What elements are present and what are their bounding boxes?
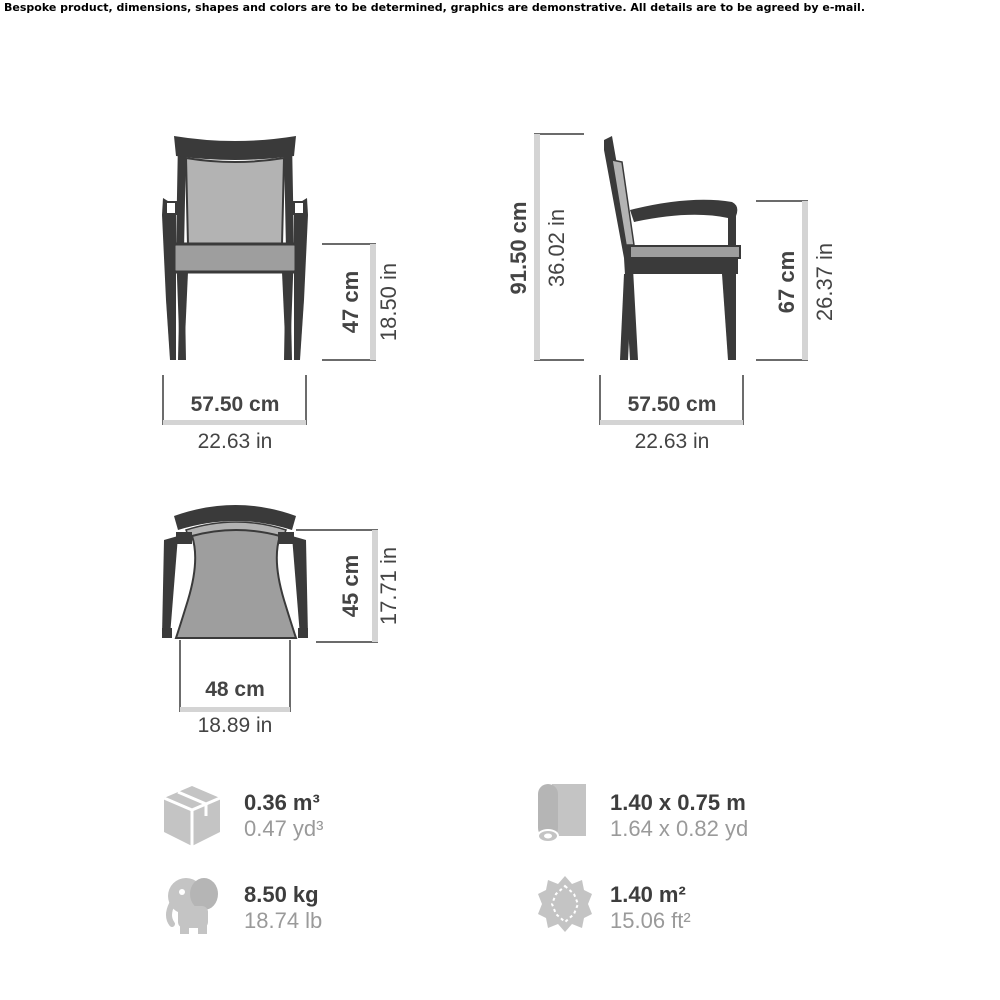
front-seat-height-cm: 47 cm bbox=[338, 270, 363, 334]
weight-primary: 8.50 kg bbox=[244, 882, 319, 907]
side-depth-cm: 57.50 cm bbox=[627, 393, 717, 416]
front-width-dimension bbox=[163, 375, 306, 453]
material-primary: 1.40 x 0.75 m bbox=[610, 790, 746, 815]
area-secondary: 15.06 ft² bbox=[610, 908, 691, 933]
front-seat-height-in: 18.50 in bbox=[376, 262, 401, 342]
top-seat-depth-in: 17.71 in bbox=[376, 546, 401, 626]
front-width-cm: 57.50 cm bbox=[190, 393, 280, 416]
volume-spec bbox=[244, 790, 324, 842]
side-arm-height-dimension bbox=[756, 201, 837, 360]
side-height-cm: 91.50 cm bbox=[506, 201, 531, 295]
hide-leather-icon bbox=[534, 872, 596, 936]
material-secondary: 1.64 x 0.82 yd bbox=[610, 816, 749, 841]
material-spec bbox=[610, 790, 748, 842]
area-spec bbox=[610, 882, 691, 934]
elephant-icon bbox=[160, 872, 222, 936]
side-arm-height-cm: 67 cm bbox=[774, 250, 799, 314]
area-primary: 1.40 m² bbox=[610, 882, 686, 907]
weight-secondary: 18.74 lb bbox=[244, 908, 323, 933]
top-seat-width-cm: 48 cm bbox=[205, 678, 265, 701]
fabric-roll-icon bbox=[534, 780, 590, 846]
front-seat-height-dimension bbox=[322, 244, 401, 360]
volume-secondary: 0.47 yd³ bbox=[244, 816, 324, 841]
top-seat-width-dimension bbox=[180, 640, 290, 737]
front-view-chair bbox=[162, 136, 308, 360]
top-view-chair bbox=[162, 505, 308, 638]
side-view-chair bbox=[604, 136, 740, 360]
top-seat-width-in: 18.89 in bbox=[197, 714, 273, 737]
front-width-in: 22.63 in bbox=[197, 430, 273, 453]
package-box-icon bbox=[160, 782, 224, 850]
weight-spec bbox=[244, 882, 322, 934]
top-seat-depth-dimension bbox=[296, 530, 401, 642]
disclaimer-text: Bespoke product, dimensions, shapes and colors are to be determined, graphics are demonstrative. All details are to be agreed by e-mail. bbox=[4, 1, 866, 14]
side-arm-height-in: 26.37 in bbox=[812, 242, 837, 322]
volume-primary: 0.36 m³ bbox=[244, 790, 320, 815]
side-height-in: 36.02 in bbox=[544, 208, 569, 288]
top-seat-depth-cm: 45 cm bbox=[338, 554, 363, 618]
side-total-height-dimension bbox=[506, 134, 584, 360]
side-depth-in: 22.63 in bbox=[634, 430, 710, 453]
side-depth-dimension bbox=[600, 375, 743, 453]
